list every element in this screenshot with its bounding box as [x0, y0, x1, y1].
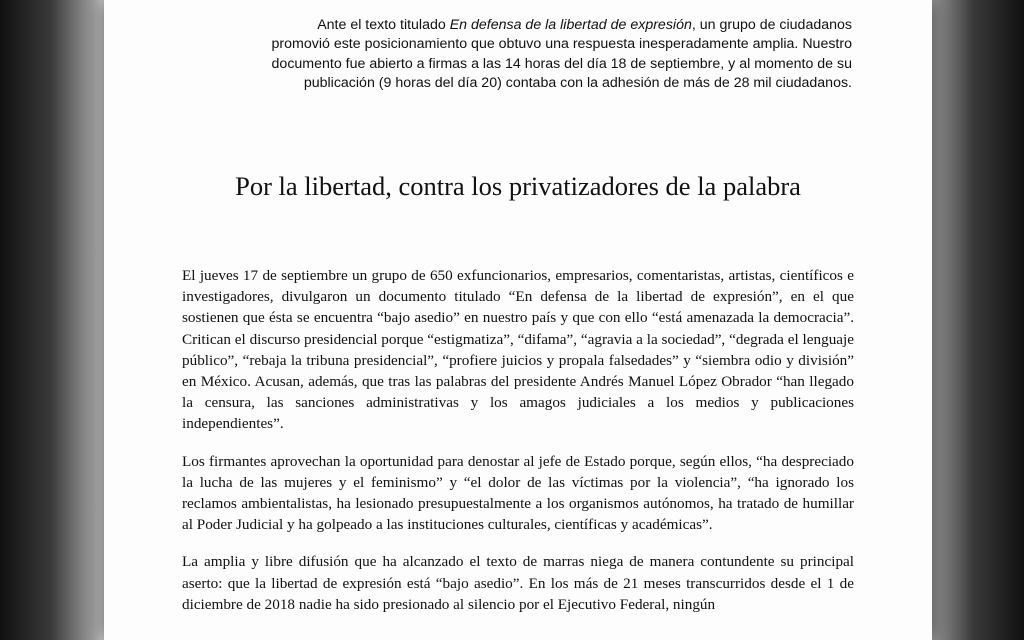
article-body [182, 265, 854, 631]
intro-cited-title: En defensa de la libertad de expresión [449, 17, 692, 33]
body-paragraph-3: La amplia y libre difusión que ha alcanzado el texto de marras niega de manera contundente su principal aserto: que la libertad de expresión está “bajo asedio”. En los más de 21 meses transcurridos desde el 1 de diciembre de 2018 nadie ha sido presionado al silencio por el Ejecutivo Federal, ningún [182, 553, 854, 613]
body-paragraph-1: El jueves 17 de septiembre un grupo de 650 exfuncionarios, empresarios, comentaristas, artistas, científicos e investigadores, divulgaron un documento titulado “En defensa de la libertad de expresión”, en el que sostienen que ésta se encuentra “bajo asedio” en nuestro país y que con ello “está amenazada la democracia”. Critican el discurso presidencial porque “estigmatiza”, “difama”, “agravia a la sociedad”, “degrada el lenguaje público”, “rebaja la tribuna presidencial”, “profiere juicios y propala falsedades” y “siembra odio y división” en México. Acusan, además, que tras las palabras del presidente Andrés Manuel López Obrador “han llegado la censura, las sanciones administrativas y los amagos judiciales a los medios y publicaciones independientes”. [182, 267, 854, 433]
intro-text-after: , un grupo de ciudadanos promovió este posicionamiento que obtuvo una respuesta inesperadamente amplia. Nuestro documento fue abierto a firmas a las 14 horas del día 18 de septiembre, y al momento de su publicación (9 horas del día 20) contaba con la adhesión de más de 28 mil ciudadanos. [271, 17, 852, 92]
document-page [104, 0, 932, 640]
intro-text-before: Ante el texto titulado [317, 17, 450, 33]
article-title: Por la libertad, contra los privatizadores de la palabra [235, 171, 801, 201]
intro-note [264, 16, 852, 94]
body-paragraph-2: Los firmantes aprovechan la oportunidad para denostar al jefe de Estado porque, según ellos, “ha despreciado la lucha de las mujeres y el feminismo” y “el dolor de las víctimas por la violencia”, “ha ignorado los reclamos ambientalistas, ha lesionado presupuestalmente a los organismos autónomos, ha tratado de humillar al Poder Judicial y ha golpeado a las instituciones culturales, científicas y académicas”. [182, 452, 854, 534]
